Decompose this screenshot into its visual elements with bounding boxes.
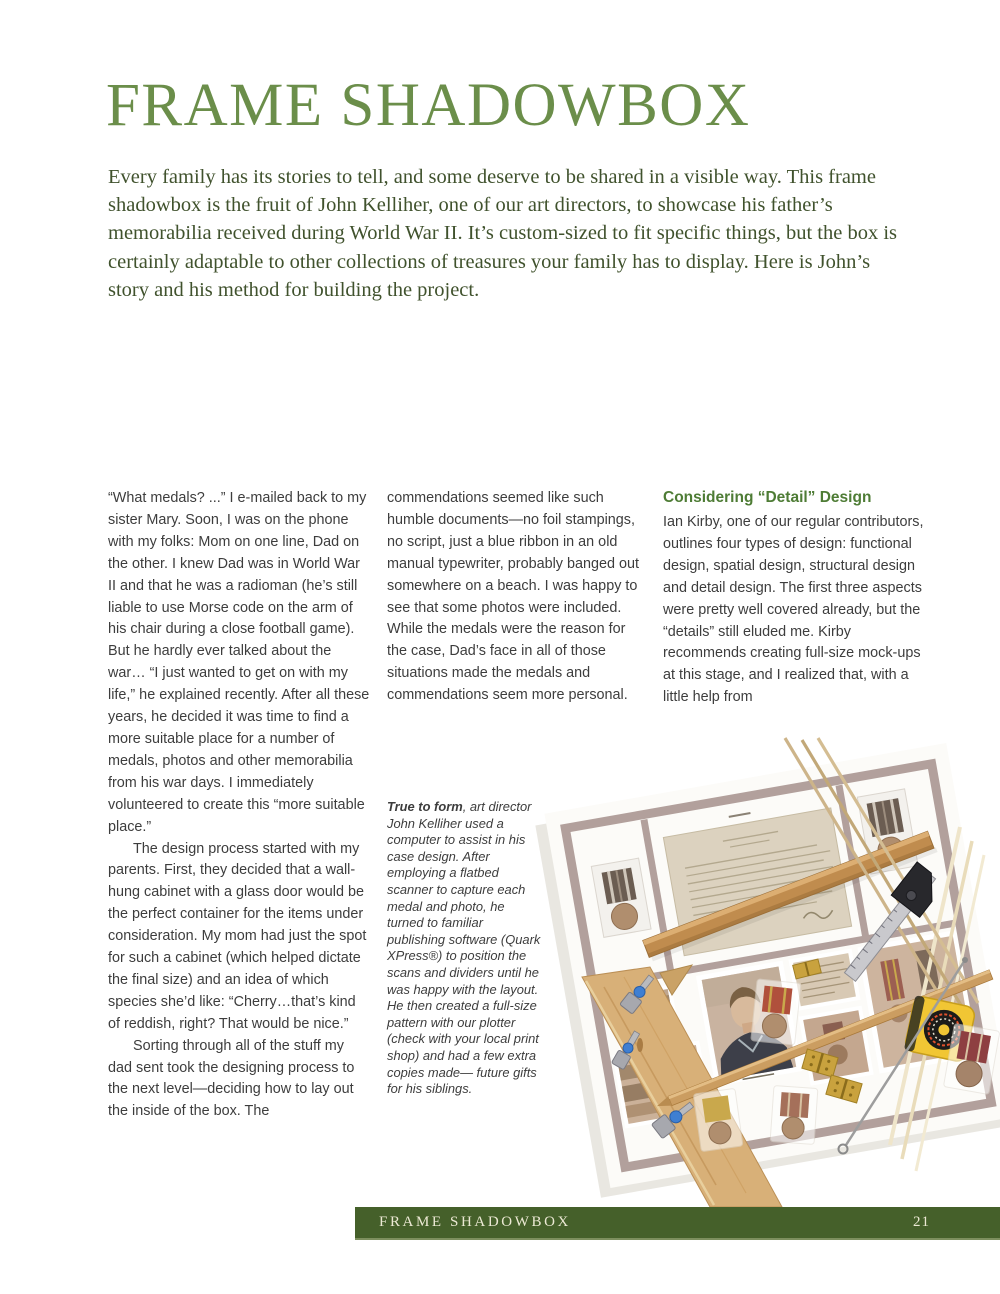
caption-lead: True to form [387, 799, 463, 814]
footer-bar [355, 1207, 1000, 1240]
page-number: 21 [913, 1214, 930, 1230]
medal-gold [693, 1088, 743, 1151]
text-column-1 [108, 488, 371, 1123]
intro-paragraph: Every family has its stories to tell, and some deserve to be shared in a visible way. This frame shadowbox is the fruit of John Kelliher, one of our art directors, to showcase his father’s memorabilia received during World War II. It’s custom-sized to fit specific things, but the box is certainly adaptable to other collections of treasures your family has to display. Here is John’s story and his method for building the project. [108, 166, 897, 301]
photo-caption [387, 799, 541, 1098]
body-paragraph-3: Sorting through all of the stuff my dad sent took the designing process to the next level—deciding how to lay out the inside of the box. The [108, 1037, 355, 1120]
text-column-2 [387, 488, 643, 707]
medal-bagged [770, 1086, 818, 1145]
caption-body: , art director John Kelliher used a computer to assist in his case design. After employing a flatbed scanner to capture each medal and photo, he turned to familiar publishing software (Quark XPress®) to position the scans and dividers until he was happy with the layout. He then created a full-size pattern with our plotter (check with your local print shop) and had a few extra copies made— future gifts for his siblings. [387, 799, 541, 1097]
body-paragraph-1: “What medals? ...” I e-mailed back to my sister Mary. Soon, I was on the phone with my folks: Mom on one line, Dad on the other. I knew Dad was in World War II and that he was a radioman (he’s still liable to use Morse code on the arm of his chair during a close football game). But he hardly ever talked about the war… “I just wanted to get on with my life,” he explained recently. After all these years, he decided it was time to find a more suitable place for a number of medals, photos and other memorabilia from his war days. I immediately volunteered to create this “more suitable place.” [108, 490, 370, 835]
footer-title: FRAME SHADOWBOX [379, 1214, 571, 1230]
medal-red [751, 979, 801, 1045]
text-column-3 [663, 488, 924, 709]
page-title: FRAME SHADOWBOX [106, 72, 751, 139]
section-heading: Considering “Detail” Design [663, 489, 872, 506]
shadowbox-layout-photo [520, 715, 1000, 1207]
body-paragraph-2: The design process started with my parents. First, they decided that a wall-hung cabinet with a glass door would be the perfect container for the items under consideration. My mom had just the spot for such a cabinet (which helped dictate the final size) and an idea of which species she’d like: “Cherry…that’s kind of reddish, right? That would be nice.” [108, 840, 367, 1032]
body-paragraph-5: Ian Kirby, one of our regular contributors, outlines four types of design: functional design, spatial design, structural design and detail design. The first three aspects were pretty well covered already, but the “details” still eluded me. Kirby recommends creating full-size mock-ups at this stage, and I realized that, with a little help from [663, 514, 924, 706]
body-paragraph-4: commendations seemed like such humble documents—no foil stampings, no script, just a blue ribbon in an old manual typewriter, probably banged out somewhere on a beach. I was happy to see that some photos were included. While the medals were the reason for the case, Dad’s face in all of those situations made the medals and commendations seem more personal. [387, 490, 639, 704]
